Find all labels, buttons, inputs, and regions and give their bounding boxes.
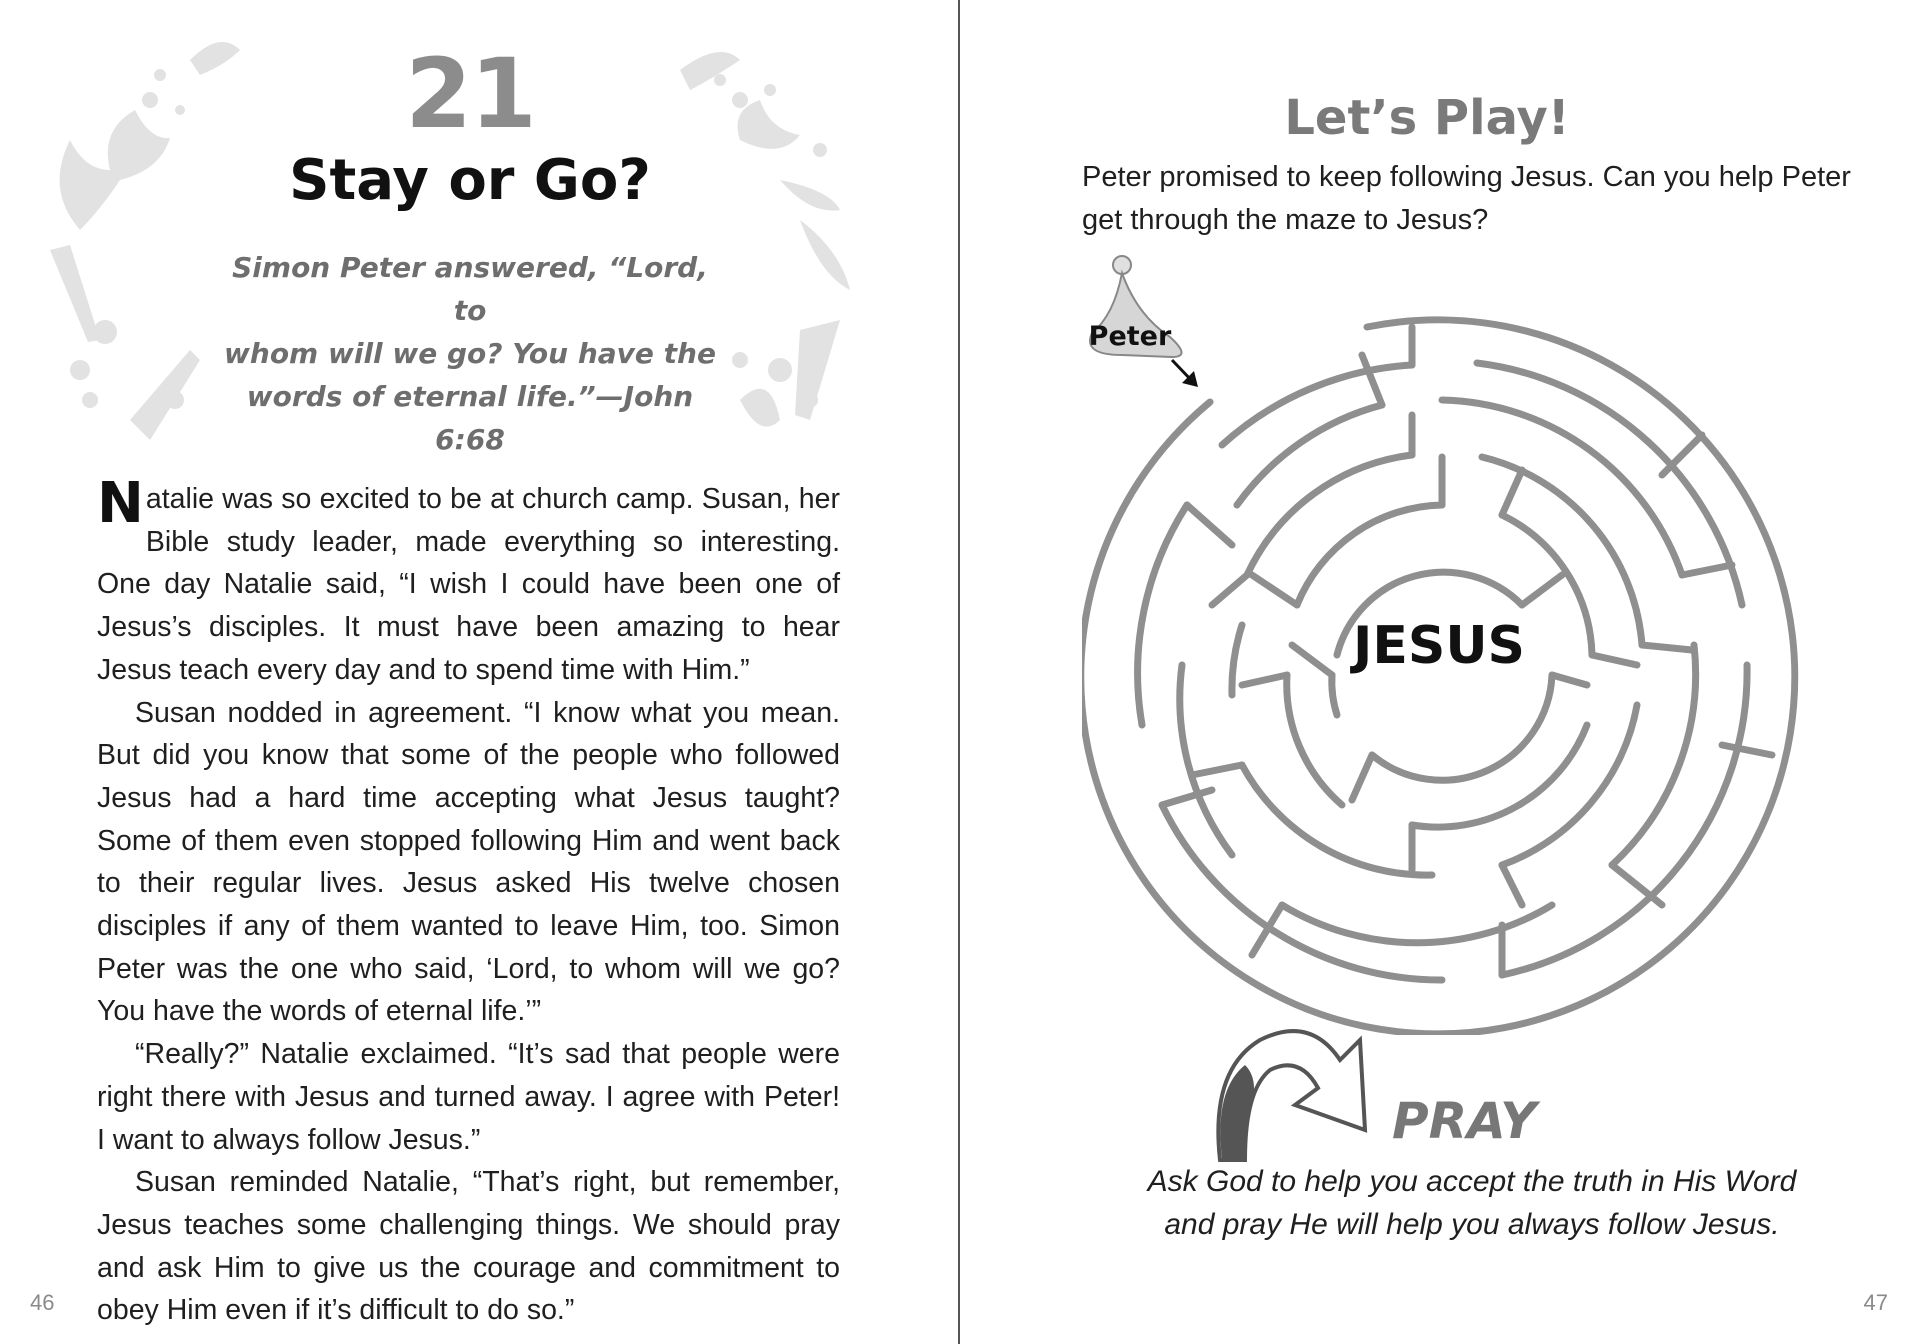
- jesus-label: JESUS: [1353, 616, 1525, 676]
- page-number: 46: [30, 1290, 55, 1315]
- story-text: [97, 471, 840, 1332]
- story-paragraph: Susan reminded Natalie, “That’s right, but remember, Jesus teaches some challenging things. We should pray and ask Him to give us the courage and commitment to obey Him even if it’s difficult to do so.”: [97, 1166, 840, 1327]
- chapter-number: 21: [405, 38, 535, 150]
- page-number: 47: [1863, 1290, 1888, 1315]
- activity-instructions: Peter promised to keep following Jesus. Can you help Peter get through the maze to Jesus?: [1082, 161, 1851, 236]
- circular-maze: [1082, 245, 1802, 1035]
- verse-line: Simon Peter answered, “Lord, to: [232, 251, 708, 327]
- verse-line: whom will we go? You have the: [224, 337, 716, 370]
- peter-label: Peter: [1088, 321, 1172, 352]
- story-paragraph: “Really?” Natalie exclaimed. “It’s sad that people were right there with Jesus and turned away. I agree with Peter! I want to always follow Jesus.”: [97, 1038, 840, 1156]
- pray-text: [1112, 1160, 1832, 1246]
- pray-line: Ask God to help you accept the truth in His Word: [1147, 1165, 1797, 1198]
- pray-label: PRAY: [1392, 1092, 1537, 1150]
- pray-arrow-icon: [1200, 1010, 1380, 1170]
- maze-outer-wall: [1082, 320, 1795, 1034]
- pray-line: and pray He will help you always follow Jesus.: [1164, 1208, 1780, 1241]
- book-spine: [958, 0, 960, 1344]
- story-paragraph-text: atalie was so excited to be at church camp. Susan, her Bible study leader, made everything so interesting. One day Natalie said, “I wish I could have been one of Jesus’s disciples. It must have been amazing to hear Jesus teach every day and to spend time with Him.”: [97, 483, 840, 686]
- chapter-title: Stay or Go?: [289, 148, 651, 213]
- story-paragraph: [97, 471, 840, 692]
- story-paragraph: Susan nodded in agreement. “I know what you mean. But did you know that some of the people who followed Jesus had a hard time accepting what Jesus taught? Some of them even stopped following Him and went back to their regular lives. Jesus asked His twelve chosen disciples if any of them wanted to leave Him, too. Simon Peter was the one who said, ‘Lord, to whom will we go? You have the words of eternal life.’”: [97, 696, 840, 1028]
- activity-title: Let’s Play!: [1284, 90, 1570, 146]
- start-arrow-icon: [1172, 360, 1198, 387]
- key-verse: [220, 246, 720, 461]
- right-page: [962, 0, 1920, 1344]
- drop-cap: N: [97, 471, 144, 536]
- verse-line: words of eternal life.”—John 6:68: [246, 380, 694, 456]
